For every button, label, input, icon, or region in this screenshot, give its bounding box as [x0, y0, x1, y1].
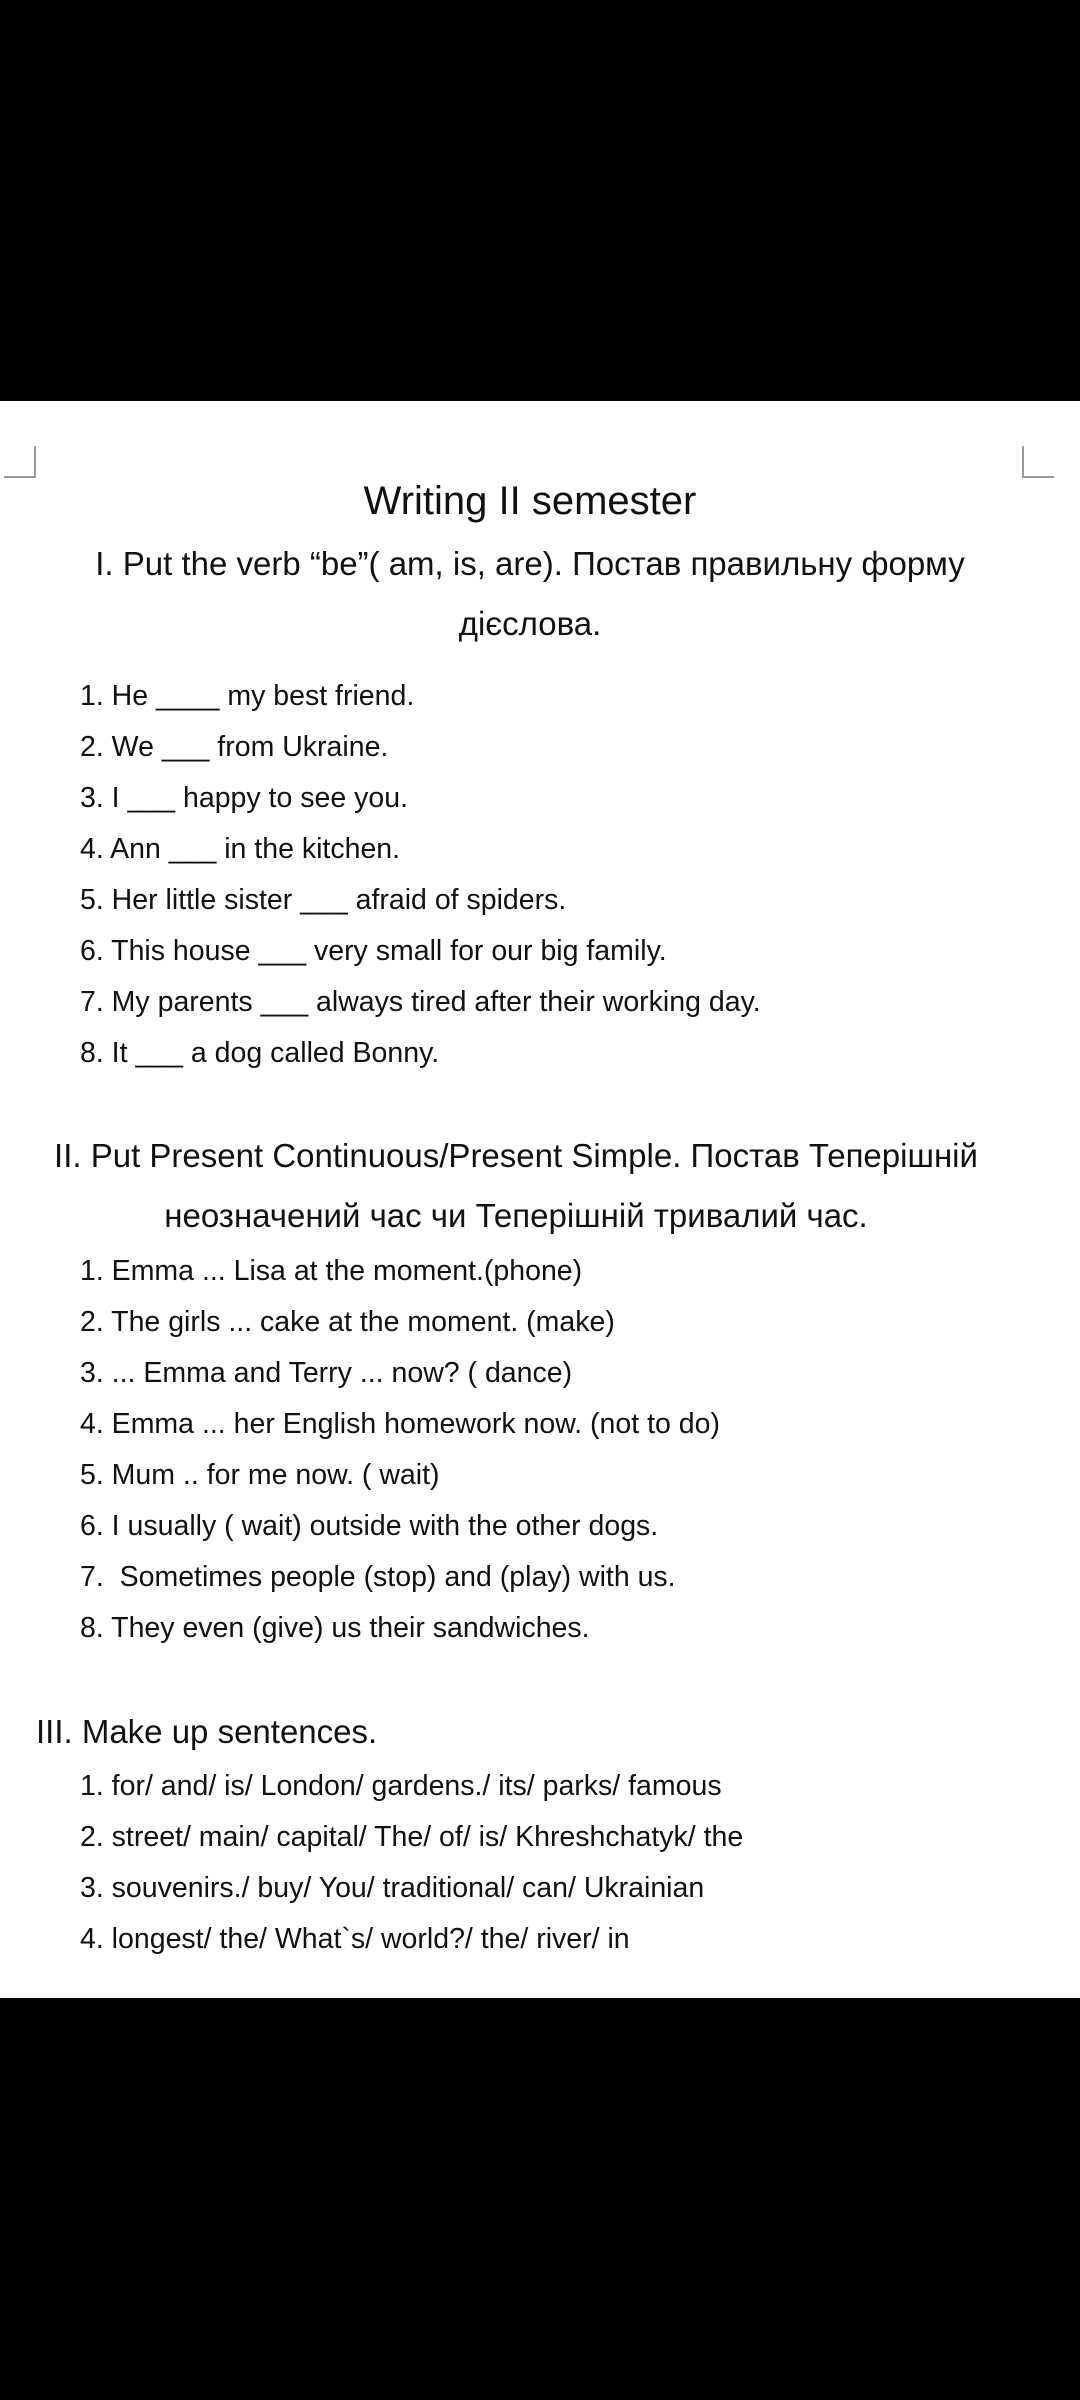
list-item: 8. They even (give) us their sandwiches.	[80, 1612, 590, 1644]
section-2-list	[80, 1246, 720, 1654]
list-item: 4. longest/ the/ What`s/ world?/ the/ river/ in	[80, 1923, 630, 1955]
section-2-heading: II. Put Present Continuous/Present Simple. Постав Теперішній неозначений час чи Теперішній тривалий час.	[54, 1137, 978, 1234]
list-item: 6. This house ___ very small for our big family.	[80, 935, 667, 967]
bottom-black-bar	[0, 1998, 1080, 2400]
section-3-list	[80, 1761, 743, 1965]
list-item: 2. The girls ... cake at the moment. (make)	[80, 1306, 615, 1338]
list-item: 1. He ____ my best friend.	[80, 680, 415, 712]
section-1-heading: I. Put the verb “be”( am, is, are). Постав правильну форму дієслова.	[95, 545, 965, 642]
list-item: 8. It ___ a dog called Bonny.	[80, 1037, 440, 1069]
list-item: 7. My parents ___ always tired after their working day.	[80, 986, 761, 1018]
list-item: 1. for/ and/ is/ London/ gardens./ its/ parks/ famous	[80, 1770, 722, 1802]
list-item: 2. We ___ from Ukraine.	[80, 731, 389, 763]
list-item: 3. ... Emma and Terry ... now? ( dance)	[80, 1357, 573, 1389]
top-black-bar	[0, 0, 1080, 401]
section-1-list	[80, 671, 761, 1079]
list-item: 3. souvenirs./ buy/ You/ traditional/ can/ Ukrainian	[80, 1872, 705, 1904]
list-item: 3. I ___ happy to see you.	[80, 782, 408, 814]
list-item: 7. Sometimes people (stop) and (play) with us.	[80, 1561, 676, 1593]
list-item: 2. street/ main/ capital/ The/ of/ is/ Khreshchatyk/ the	[80, 1821, 744, 1853]
list-item: 6. I usually ( wait) outside with the other dogs.	[80, 1510, 659, 1542]
list-item: 5. Her little sister ___ afraid of spiders.	[80, 884, 567, 916]
document-title: Writing II semester	[363, 479, 697, 523]
section-3-heading: III. Make up sentences.	[36, 1713, 378, 1750]
document-page[interactable]	[0, 401, 1080, 1998]
list-item: 4. Emma ... her English homework now. (not to do)	[80, 1408, 720, 1440]
list-item: 4. Ann ___ in the kitchen.	[80, 833, 401, 865]
list-item: 1. Emma ... Lisa at the moment.(phone)	[80, 1255, 583, 1287]
list-item: 5. Mum .. for me now. ( wait)	[80, 1459, 440, 1491]
